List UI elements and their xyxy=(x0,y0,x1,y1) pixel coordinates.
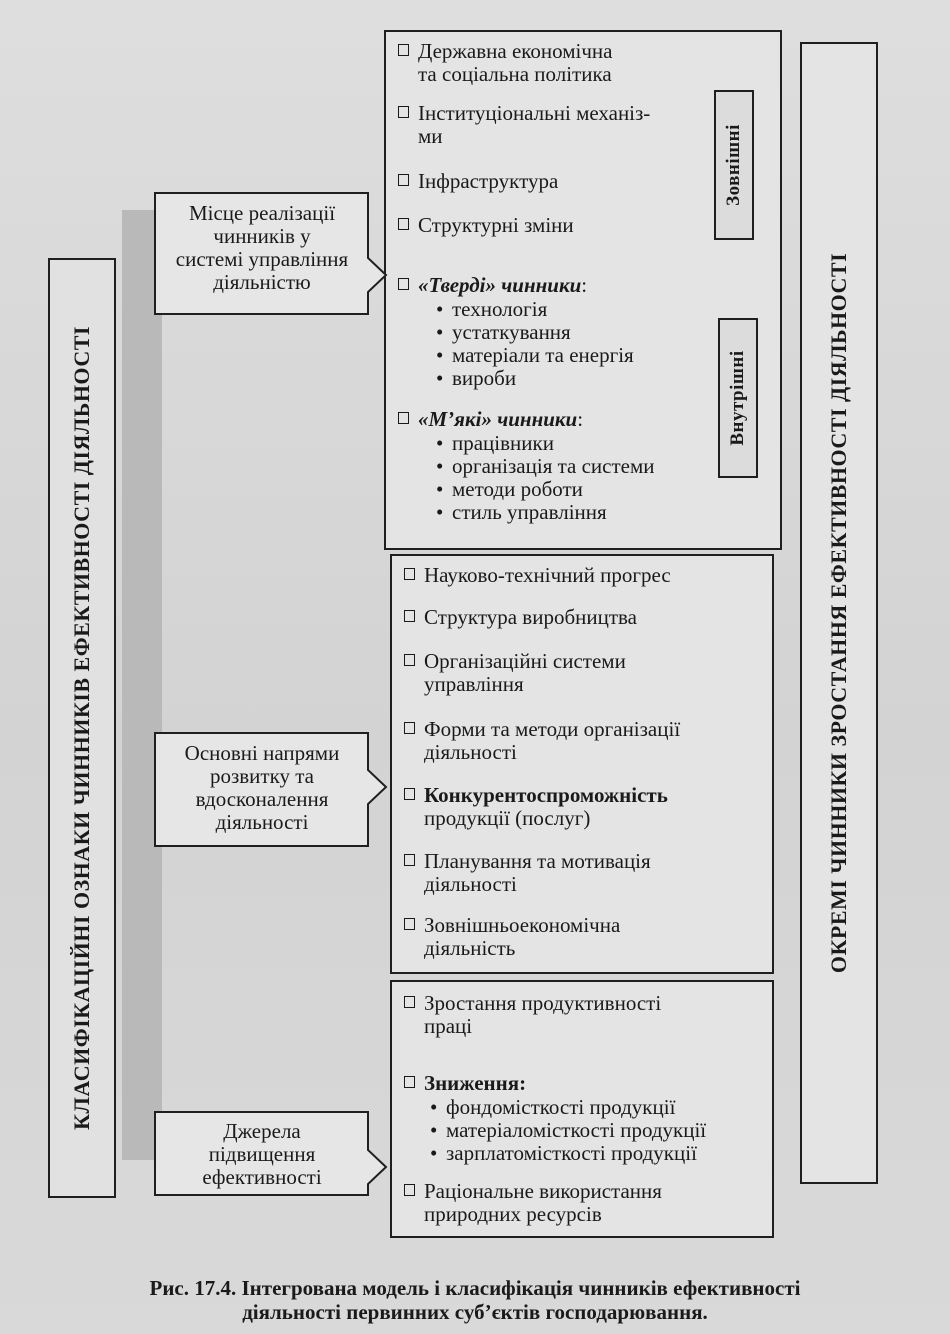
factor-line: продукції (послуг) xyxy=(424,806,591,830)
classifier-line: системі управління xyxy=(175,247,349,271)
factor-line: Зростання продуктивності xyxy=(424,991,662,1015)
soft-factor-bullet: • методи роботи xyxy=(452,478,583,501)
figure-caption-line1: Рис. 17.4. Інтегрована модель і класифікація чинників ефективності xyxy=(149,1276,801,1300)
factor-line: діяльності xyxy=(424,740,517,764)
soft-factors-title: «М’які» чинники xyxy=(418,407,578,431)
classifier-location xyxy=(155,202,369,294)
soft-factor-bullet: • організація та системи xyxy=(452,455,655,478)
classifier-line: підвищення xyxy=(208,1142,316,1166)
reduction-title: Зниження: xyxy=(424,1071,527,1095)
soft-factors-colon: : xyxy=(577,407,584,431)
factor-line: діяльності xyxy=(424,872,517,896)
factor-line: управління xyxy=(424,672,524,696)
classifier-line: діяльності xyxy=(215,810,309,834)
classifier-line: чинників у xyxy=(213,224,311,248)
classifier-line: Місце реалізації xyxy=(188,201,336,225)
classifier-line: Джерела xyxy=(223,1119,301,1143)
hard-factor-bullet: • матеріали та енергія xyxy=(452,344,634,367)
external-tag: Зовнішні xyxy=(723,124,744,206)
factor-line: Форми та методи організації xyxy=(424,717,681,741)
soft-factor-bullet: • працівники xyxy=(452,432,554,455)
hard-factor-bullet: • вироби xyxy=(452,367,516,390)
internal-tag: Внутрішні xyxy=(727,350,748,446)
classifier-directions xyxy=(155,742,369,834)
classifier-line: Основні напрями xyxy=(184,741,340,765)
soft-factor-bullet: • стиль управління xyxy=(452,501,607,524)
hard-factors-title: «Тверді» чинники xyxy=(418,273,582,297)
factor-line: Науково-технічний прогрес xyxy=(424,563,671,587)
factor-line: Планування та мотивація xyxy=(424,849,651,873)
factor-line: Інституціональні механіз- xyxy=(418,101,651,125)
classifier-line: ефективності xyxy=(202,1165,322,1189)
figure-caption-line2: діяльності первинних суб’єктів господарювання. xyxy=(242,1300,708,1324)
factor-line: Державна економічна xyxy=(418,39,613,63)
factor-line: Організаційні системи xyxy=(424,649,626,673)
factor-line: діяльність xyxy=(424,936,516,960)
factor-line: Інфраструктура xyxy=(418,169,559,193)
factor-line: Структурні зміни xyxy=(418,213,574,237)
factor-line: праці xyxy=(424,1014,473,1038)
classifier-sources xyxy=(155,1120,369,1189)
factor-line: Конкурентоспроможність xyxy=(424,783,668,807)
hard-factor-bullet: • технологія xyxy=(452,298,547,321)
classifier-line: розвитку та xyxy=(209,764,315,788)
classifier-line: діяльністю xyxy=(213,270,311,294)
factor-line: Зовнішньоекономічна xyxy=(424,913,621,937)
hard-factor-bullet: • устаткування xyxy=(452,321,571,344)
factor-line: Структура виробництва xyxy=(424,605,637,629)
right-title: ОКРЕМІ ЧИННИКИ ЗРОСТАННЯ ЕФЕКТИВНОСТІ ДІЯЛЬНОСТІ xyxy=(826,252,851,974)
factor-line: ми xyxy=(418,124,443,148)
reduction-bullet: • матеріаломісткості продукції xyxy=(446,1119,706,1142)
factor-line: та соціальна політика xyxy=(418,62,612,86)
factor-line: Раціональне використання xyxy=(424,1179,662,1203)
reduction-bullet: • зарплатомісткості продукції xyxy=(446,1142,697,1165)
reduction-bullet: • фондомісткості продукції xyxy=(446,1096,675,1119)
left-title: КЛАСИФІКАЦІЙНІ ОЗНАКИ ЧИННИКІВ ЕФЕКТИВНОСТІ ДІЯЛЬНОСТІ xyxy=(69,326,94,1130)
classifier-line: вдосконалення xyxy=(195,787,329,811)
hard-factors-colon: : xyxy=(581,273,588,297)
factor-line: природних ресурсів xyxy=(424,1202,602,1226)
